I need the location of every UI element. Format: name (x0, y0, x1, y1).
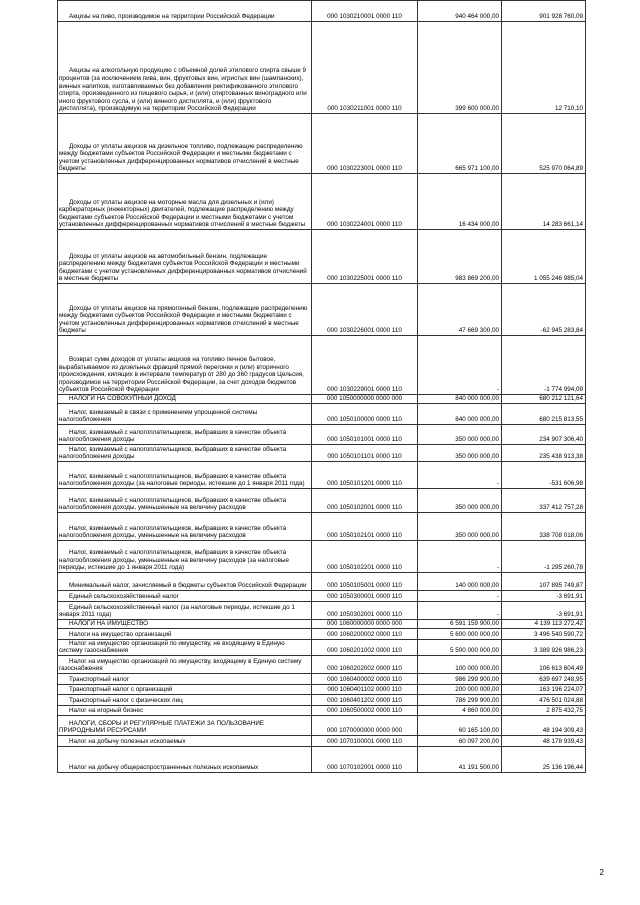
row-name: Транспортный налог с организаций (58, 684, 312, 694)
row-plan-value: 6 591 159 900,00 (418, 620, 502, 629)
row-fact-value: -1 774 994,09 (502, 336, 586, 395)
row-plan-value: 60 165 100,00 (418, 715, 502, 735)
row-fact-value: 680 212 121,64 (502, 395, 586, 404)
row-name: Налог, взимаемый с налогоплательщиков, выбравших в качестве объекта налогообложения доходы, уменьшенные на величину расходов (58, 489, 312, 513)
table-row (58, 602, 586, 620)
table-row (58, 655, 586, 673)
table-row (58, 715, 586, 735)
row-fact-value: 3 496 540 590,72 (502, 628, 586, 639)
row-code: 000 1060200002 0000 110 (312, 628, 418, 639)
table-row (58, 639, 586, 655)
row-name: НАЛОГИ НА СОВОКУПНЫЙ ДОХОД (58, 395, 312, 404)
row-name: Налог на добычу общераспространенных полезных ископаемых (58, 746, 312, 772)
table-row (58, 684, 586, 694)
row-code: 000 1030229001 0000 110 (312, 336, 418, 395)
row-plan-value: - (418, 602, 502, 620)
row-name: Единый сельскохозяйственный налог (58, 591, 312, 602)
row-code: 000 1030224001 0000 110 (312, 174, 418, 230)
table-row (58, 591, 586, 602)
row-fact-value: -62 945 283,84 (502, 284, 586, 336)
row-code: 000 1060500002 0000 110 (312, 705, 418, 715)
table-row (58, 445, 586, 462)
row-fact-value: 2 875 432,75 (502, 705, 586, 715)
row-fact-value: 3 389 926 986,23 (502, 639, 586, 655)
row-code: 000 1030210001 0000 110 (312, 1, 418, 22)
row-name: Налог, взимаемый с налогоплательщиков, выбравших в качестве объекта налогообложения доходы (58, 425, 312, 445)
row-code: 000 1030211001 0000 110 (312, 22, 418, 114)
row-code: 000 1050102001 0000 110 (312, 489, 418, 513)
row-code: 000 1060400002 0000 110 (312, 673, 418, 684)
row-code: 000 1030225001 0000 110 (312, 230, 418, 284)
row-name: Возврат сумм доходов от уплаты акцизов на топливо печное бытовое, вырабатываемое из дизельных фракций прямой перегонки и (или) вторичного происхождения, кипящих в интервале температур от 280 до 360 градусов Цельсия, производимое на территории Российской Федерации, за счет доходов бюджетов субъектов Российской Федерации (58, 336, 312, 395)
row-code: 000 1030223001 0000 110 (312, 114, 418, 174)
row-name: Акцизы на алкогольную продукцию с объемной долей этилового спирта свыше 9 процентов (за исключением пива, вин, фруктовых вин, игристых вин (шампанских), винных напитков, изготавливаемых без добавления ректификованного этилового спирта, произведенного из пищевого сырья, и (или) спиртованных виноградного или иного фруктового сусла, и (или) винного дистиллята, и (или) фруктового дистиллята), производимую на территории Российской Федерации (58, 22, 312, 114)
row-plan-value: 840 000 000,00 (418, 404, 502, 425)
row-name: Акцизы на пиво, производимое на территории Российской Федерации (58, 1, 312, 22)
row-code: 000 1050101001 0000 110 (312, 425, 418, 445)
row-name: Единый сельскохозяйственный налог (за налоговые периоды, истекшие до 1 января 2011 года) (58, 602, 312, 620)
table-row (58, 462, 586, 489)
table-row (58, 746, 586, 772)
table-row (58, 541, 586, 573)
row-plan-value: - (418, 462, 502, 489)
table-row (58, 620, 586, 629)
row-fact-value: 14 283 661,14 (502, 174, 586, 230)
row-plan-value: 100 000 000,00 (418, 655, 502, 673)
row-plan-value: 140 000 000,00 (418, 573, 502, 591)
row-name: Налог, взимаемый с налогоплательщиков, выбравших в качестве объекта налогообложения доходы (за налоговые периоды, истекшие до 1 января 2011 года) (58, 462, 312, 489)
row-code: 000 1050105001 0000 110 (312, 573, 418, 591)
row-plan-value: 986 299 900,00 (418, 673, 502, 684)
row-name: Доходы от уплаты акцизов на моторные масла для дизельных и (или) карбюраторных (инжекторных) двигателей, подлежащие распределению между бюджетами субъектов Российской Федерации и местными бюджетами с учетом установленных дифференцированных нормативов отчислений в местные бюджеты (58, 174, 312, 230)
row-name: Налоги на имущество организаций (58, 628, 312, 639)
row-code: 000 1050101101 0000 110 (312, 445, 418, 462)
row-plan-value: 983 869 200,00 (418, 230, 502, 284)
table-row (58, 336, 586, 395)
row-name: Транспортный налог с физических лиц (58, 694, 312, 705)
row-fact-value: 234 907 306,40 (502, 425, 586, 445)
row-name: Налог, взимаемый в связи с применением упрощенной системы налогообложения (58, 404, 312, 425)
row-fact-value: 48 178 939,43 (502, 735, 586, 746)
table-row (58, 404, 586, 425)
row-fact-value: -531 606,98 (502, 462, 586, 489)
row-plan-value: 350 000 000,00 (418, 489, 502, 513)
row-fact-value: 48 194 309,43 (502, 715, 586, 735)
row-fact-value: 680 215 813,55 (502, 404, 586, 425)
table-row (58, 628, 586, 639)
row-name: Доходы от уплаты акцизов на прямогонный бензин, подлежащие распределению между бюджетами субъектов Российской Федерации и местными бюджетами с учетом установленных дифференцированных нормативов отчислений в местные бюджеты (58, 284, 312, 336)
row-plan-value: 350 000 000,00 (418, 513, 502, 541)
table-row (58, 425, 586, 445)
row-code: 000 1060201002 0000 110 (312, 639, 418, 655)
row-code: 000 1060202002 0000 110 (312, 655, 418, 673)
row-plan-value: 4 860 000,00 (418, 705, 502, 715)
row-fact-value: 106 613 604,49 (502, 655, 586, 673)
table-row (58, 230, 586, 284)
row-code: 000 1070102001 0000 110 (312, 746, 418, 772)
row-code: 000 1070100001 0000 110 (312, 735, 418, 746)
row-name: Транспортный налог (58, 673, 312, 684)
row-fact-value: 476 501 024,88 (502, 694, 586, 705)
row-code: 000 1050000000 0000 000 (312, 395, 418, 404)
row-plan-value: 5 600 000 000,00 (418, 628, 502, 639)
table-row (58, 573, 586, 591)
row-name: Налог на имущество организаций по имуществу, не входящему в Единую систему газоснабжения (58, 639, 312, 655)
row-plan-value: 940 464 000,00 (418, 1, 502, 22)
row-fact-value: 338 708 018,06 (502, 513, 586, 541)
row-code: 000 1050101201 0000 110 (312, 462, 418, 489)
row-code: 000 1050100000 0000 110 (312, 404, 418, 425)
row-fact-value: 25 136 196,44 (502, 746, 586, 772)
row-code: 000 1060401202 0000 110 (312, 694, 418, 705)
row-plan-value: 5 500 000 000,00 (418, 639, 502, 655)
row-plan-value: 350 000 000,00 (418, 425, 502, 445)
row-fact-value: 525 970 064,89 (502, 114, 586, 174)
row-plan-value: - (418, 541, 502, 573)
row-fact-value: 639 697 248,95 (502, 673, 586, 684)
page-number: 2 (599, 868, 604, 877)
row-code: 000 1060401102 0000 110 (312, 684, 418, 694)
row-plan-value: 41 191 500,00 (418, 746, 502, 772)
table-row (58, 705, 586, 715)
revenue-table (57, 0, 586, 773)
row-plan-value: 786 299 900,00 (418, 694, 502, 705)
row-name: Налог на игорный бизнес (58, 705, 312, 715)
row-name: Налог, взимаемый с налогоплательщиков, выбравших в качестве объекта налогообложения доходы (58, 445, 312, 462)
table-row (58, 489, 586, 513)
row-name: Минимальный налог, зачисляемый в бюджеты субъектов Российской Федерации (58, 573, 312, 591)
table-row (58, 513, 586, 541)
row-fact-value: 107 895 749,87 (502, 573, 586, 591)
row-code: 000 1050300001 0000 110 (312, 591, 418, 602)
row-fact-value: -3 691,91 (502, 591, 586, 602)
row-code: 000 1060000000 0000 000 (312, 620, 418, 629)
row-fact-value: 235 438 913,38 (502, 445, 586, 462)
row-name: Налог на имущество организаций по имуществу, входящему в Единую систему газоснабжения (58, 655, 312, 673)
row-fact-value: -1 295 260,78 (502, 541, 586, 573)
row-plan-value: 665 971 100,00 (418, 114, 502, 174)
table-row (58, 174, 586, 230)
row-plan-value: 840 000 000,00 (418, 395, 502, 404)
row-name: Доходы от уплаты акцизов на автомобильный бензин, подлежащие распределению между бюджетами субъектов Российской Федерации и местными бюджетами с учетом установленных дифференцированных нормативов отчислений в местные бюджеты (58, 230, 312, 284)
row-fact-value: 901 928 760,09 (502, 1, 586, 22)
row-code: 000 1030226001 0000 110 (312, 284, 418, 336)
row-plan-value: 60 097 200,00 (418, 735, 502, 746)
row-fact-value: 4 139 113 272,42 (502, 620, 586, 629)
row-fact-value: -3 691,91 (502, 602, 586, 620)
table-row (58, 22, 586, 114)
table-row (58, 1, 586, 22)
row-code: 000 1050302001 0000 110 (312, 602, 418, 620)
row-name: НАЛОГИ, СБОРЫ И РЕГУЛЯРНЫЕ ПЛАТЕЖИ ЗА ПОЛЬЗОВАНИЕ ПРИРОДНЫМИ РЕСУРСАМИ (58, 715, 312, 735)
row-fact-value: 337 412 757,28 (502, 489, 586, 513)
row-plan-value: - (418, 591, 502, 602)
table-row (58, 694, 586, 705)
row-plan-value: 399 600 000,00 (418, 22, 502, 114)
row-plan-value: 47 669 300,00 (418, 284, 502, 336)
row-plan-value: 16 434 000,00 (418, 174, 502, 230)
row-name: Доходы от уплаты акцизов на дизельное топливо, подлежащие распределению между бюджетами субъектов Российской Федерации и местными бюджетами с учетом установленных дифференцированных нормативов отчислений в местные бюджеты (58, 114, 312, 174)
row-code: 000 1050102201 0000 110 (312, 541, 418, 573)
table-row (58, 114, 586, 174)
row-plan-value: 200 000 000,00 (418, 684, 502, 694)
row-plan-value: - (418, 336, 502, 395)
row-name: Налог, взимаемый с налогоплательщиков, выбравших в качестве объекта налогообложения доходы, уменьшенные на величину расходов (за налоговые периоды, истекшие до 1 января 2011 года) (58, 541, 312, 573)
table-row (58, 395, 586, 404)
table-row (58, 284, 586, 336)
row-fact-value: 1 055 246 985,04 (502, 230, 586, 284)
row-name: НАЛОГИ НА ИМУЩЕСТВО (58, 620, 312, 629)
row-code: 000 1050102101 0000 110 (312, 513, 418, 541)
row-fact-value: 163 196 224,07 (502, 684, 586, 694)
row-fact-value: 12 710,10 (502, 22, 586, 114)
row-name: Налог, взимаемый с налогоплательщиков, выбравших в качестве объекта налогообложения доходы, уменьшенные на величину расходов (58, 513, 312, 541)
row-plan-value: 350 000 000,00 (418, 445, 502, 462)
table-row (58, 735, 586, 746)
row-name: Налог на добычу полезных ископаемых (58, 735, 312, 746)
row-code: 000 1070000000 0000 000 (312, 715, 418, 735)
table-row (58, 673, 586, 684)
